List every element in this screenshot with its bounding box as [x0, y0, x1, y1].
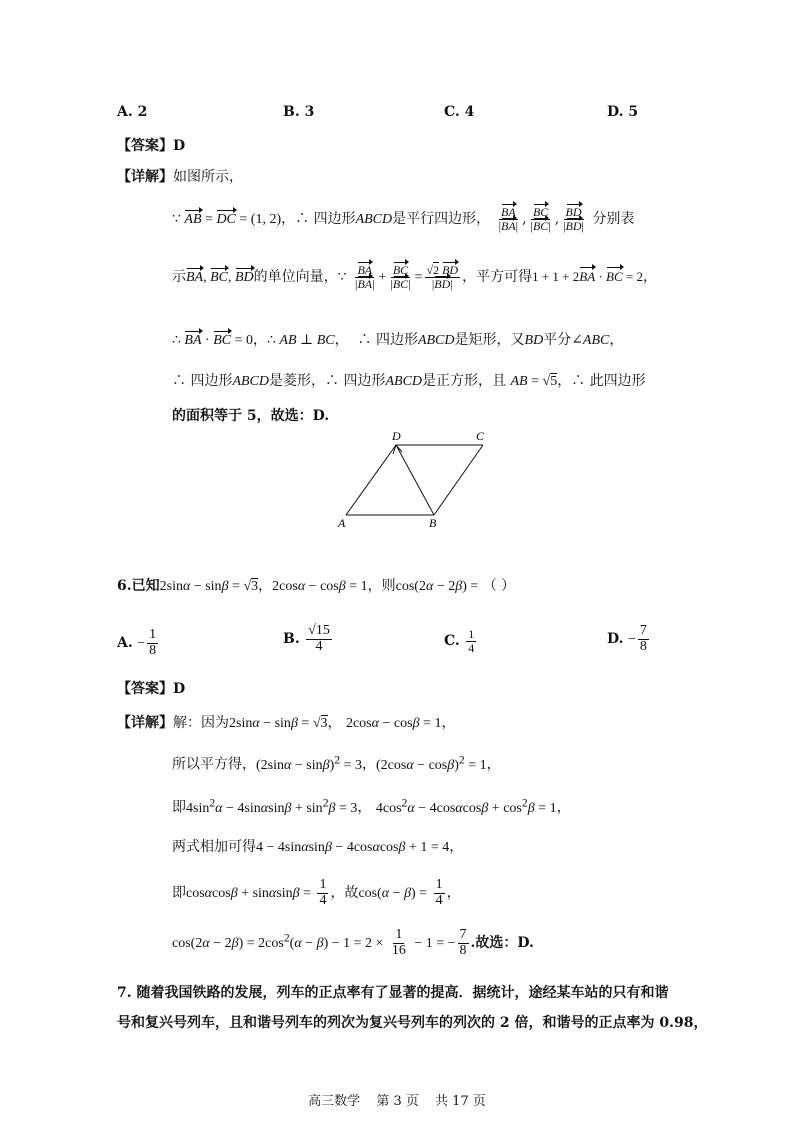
q6-options [117, 622, 677, 662]
answer-tag: 【答案】 [117, 681, 173, 697]
q6-option-a [117, 628, 160, 658]
text: 四边形 [375, 332, 418, 348]
q6-step-2: 即$4\sin^2\alpha - 4\sin\alpha\sin\beta + \sin^2\beta = 3$， $4\cos^2\alpha - 4\cos\alpha\cos\beta + \cos^2\beta = 1$， [172, 796, 571, 816]
q7-line-1: 7. 随着我国铁路的发展，列车的正点率有了显著的提高．据统计，途经某车站的只有和谐 [117, 985, 669, 1001]
q7-line-2: 号和复兴号列车，且和谐号列车的列次为复兴号列车的列次的 2 倍，和谐号的正点率为 0.98， [117, 1015, 708, 1031]
text: 是正方形，且 [422, 373, 507, 389]
text: D. [607, 631, 624, 648]
q5-detail-heading [117, 166, 243, 186]
q6-step-4: 即cosαcosβ + sinαsinβ = $\frac{1}{4}$ ，故cos(α − β) = $\frac{1}{4}$ ， [172, 877, 461, 908]
text: 6.已知 [117, 578, 160, 594]
parallelogram-figure [330, 426, 500, 536]
text: 是菱形， [269, 373, 326, 389]
q6-answer [117, 678, 185, 698]
text: 8 [639, 638, 647, 654]
text: 4 [315, 638, 323, 654]
footer-page: 第 3 页 [376, 1094, 419, 1109]
text: 即 [172, 885, 186, 902]
footer-subject: 高三数学 [308, 1094, 361, 1109]
edge-bc [434, 445, 483, 515]
q6-option-b [283, 624, 334, 654]
text: B. [283, 631, 300, 648]
text: 解：因为 [173, 715, 229, 731]
text: 是矩形，又 [454, 332, 525, 348]
edge-ad [346, 445, 396, 515]
text: A. [117, 635, 133, 652]
text: 是平行四边形， [392, 211, 491, 228]
text: .故选：D. [470, 935, 534, 952]
answer-value: D [173, 138, 186, 154]
detail-tag: 【详解】 [117, 169, 173, 185]
label-c: C [476, 429, 485, 443]
text: 此四边形 [589, 373, 646, 389]
q6-stem: 6.已知2sinα − sinβ = √3，2cosα − cosβ = 1，则cos(2α − 2β) = （ ） [117, 578, 516, 594]
diagonal-bd [396, 445, 434, 515]
answer-value: D [173, 681, 186, 697]
footer-total: 共 17 页 [435, 1094, 486, 1109]
text: 8 [149, 642, 157, 658]
q6-step-5: $\cos(2\alpha - 2\beta) = 2\cos^2(\alpha - \beta) - 1 = 2$ × $\frac{1}{16}$ − 1 = − $\frac{7}{8}$ .故选：D. [172, 927, 534, 958]
answer-tag: 【答案】 [117, 138, 173, 154]
text: − [627, 632, 636, 648]
text: 示 [172, 269, 186, 286]
label-b: B [429, 516, 437, 530]
text: 即 [172, 799, 186, 816]
text: 四边形 [343, 373, 386, 389]
label-a: A [338, 516, 346, 530]
detail-intro: 如图所示， [173, 169, 243, 185]
detail-tag: 【详解】 [117, 715, 173, 731]
q5-line-4: ∴ 四边形ABCD是菱形，∴ 四边形ABCD是正方形，且 AB = √5，∴ 此四边形 [172, 373, 646, 389]
q5-line-1: ∵ AB = DC = (1, 2)，∴ 四边形ABCD是平行四边形， $\frac{BA}{|BA|}$ , $\frac{BC}{|BC|}$ , $\frac{BD}{|BD|}$ 分别表 [172, 205, 635, 233]
q6-step-3: 两式相加可得4 − 4sinαsinβ − 4cosαcosβ + 1 = 4， [172, 839, 464, 855]
text: ，则 [367, 578, 396, 594]
q5-option-d: D. 5 [607, 104, 639, 120]
q6-option-d [607, 624, 651, 654]
text: 四边形 [313, 211, 356, 228]
text: 两式相加可得 [172, 839, 256, 855]
text: ，故 [330, 885, 359, 902]
text: ，平方可得 [462, 269, 533, 286]
q6-step-1: 所以平方得，$(2\sin\alpha - \sin\beta)^2 = 3$，$(2\cos\alpha - \cos\beta)^2 = 1$， [172, 753, 501, 773]
text: √15 [308, 623, 330, 638]
text: 7 [639, 623, 647, 638]
page-footer [0, 1090, 794, 1109]
q6-option-c [444, 628, 478, 654]
text: C. [444, 633, 460, 650]
q5-option-b: B. 3 [283, 104, 315, 120]
q5-option-a: A. 2 [117, 104, 148, 120]
q5-line-2: 示BA, BC, BD的单位向量，∵ $\frac{BA}{|BA|}$ + $\frac{BC}{|BC|}$ = $\frac{√2 BD}{|BD|}$ ，平方可得1 + 1 + 2BA · BC = 2， [172, 263, 657, 291]
q5-options [0, 104, 794, 124]
q5-answer [117, 135, 185, 155]
text: 的单位向量， [253, 269, 338, 286]
q5-line-3: ∴ BA · BC = 0，∴ AB ⊥ BC， ∴ 四边形ABCD是矩形，又BD平分∠ABC， [172, 332, 624, 348]
text: 1 [149, 627, 157, 642]
text: 4 [468, 640, 475, 655]
text: 分别表 [592, 211, 635, 228]
text: 四边形 [190, 373, 233, 389]
q5-line-5: 的面积等于 5，故选：D. [172, 408, 330, 424]
text: − [137, 636, 146, 652]
text: 所以平方得， [172, 756, 256, 773]
q6-detail-heading: 【详解】解：因为2sinα − sinβ = √3， 2cosα − cosβ = 1， [117, 715, 456, 731]
text: （ ） [482, 578, 516, 594]
q5-option-c: C. 4 [444, 104, 475, 120]
text: 平分 [543, 332, 572, 348]
text: 1 [468, 627, 475, 641]
label-d: D [392, 429, 401, 443]
